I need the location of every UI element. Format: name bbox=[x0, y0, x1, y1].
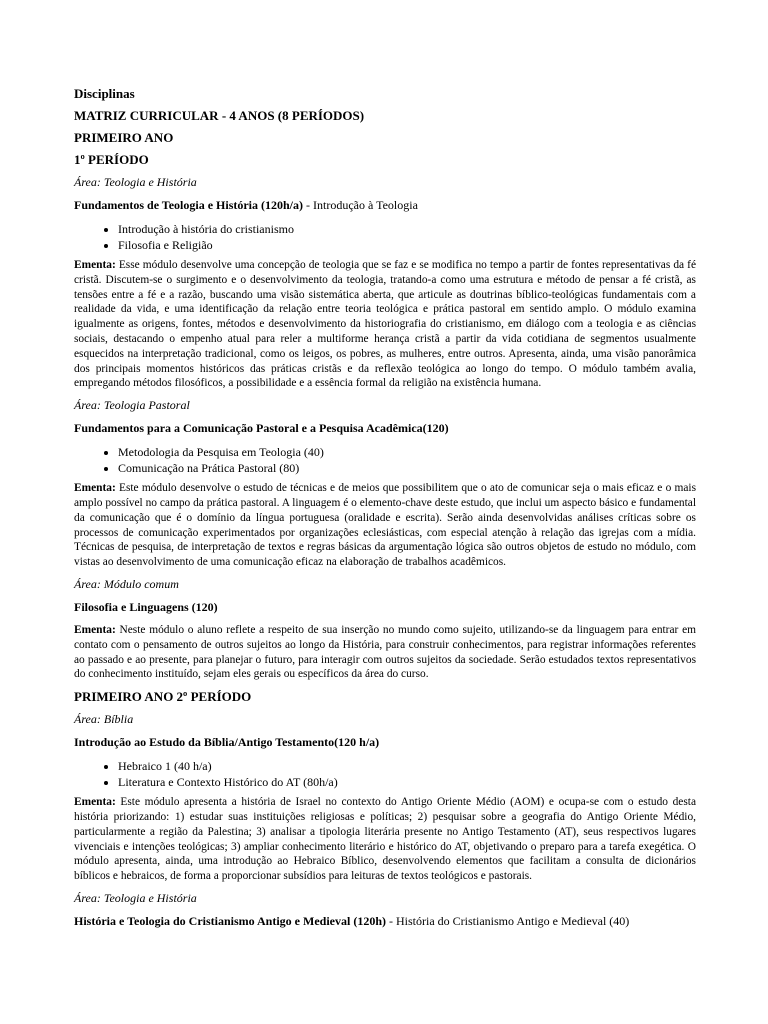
ementa-paragraph bbox=[74, 481, 696, 570]
document-page bbox=[74, 86, 696, 937]
ementa-text: Este módulo apresenta a história de Israel no contexto do Antigo Oriente Médio (AOM) e ocupa-se com o estudo desta história priorizando: 1) estudar suas instituições religiosas e políticas; 2) pesquisar sobre a geografia do Antigo Oriente Médio, particularmente a região da Palestina; 3) analisar a tipologia literária presente no Antigo Testamento (AT), seus respectivos lugares vivenciais e intenções teológicas; 3) ampliar conhecimento literário e histórico do AT, objetivando o preparo para a tarefa exegética. O módulo apresenta, ainda, uma introdução ao Hebraico Bíblico, desenvolvendo elementos que facilitam a consulta de dicionários bíblicos e hebraicos, de forma a proporcionar subsídios para leituras de textos teológicos e pastorais. bbox=[74, 796, 696, 883]
module-title bbox=[74, 600, 696, 615]
area-label: Área: Bíblia bbox=[74, 712, 134, 727]
module-title bbox=[74, 198, 696, 213]
module-topic-list bbox=[74, 444, 696, 476]
module-title bbox=[74, 735, 696, 750]
area-label: Área: Teologia e História bbox=[74, 175, 197, 189]
ementa-label: Ementa: bbox=[74, 796, 116, 809]
module-title bbox=[74, 914, 696, 929]
period-heading: PRIMEIRO ANO 2º PERÍODO bbox=[74, 689, 252, 705]
module-topic: • Comunicação na Prática Pastoral (80) bbox=[118, 460, 696, 476]
page-title: Disciplinas bbox=[74, 86, 135, 101]
module-title-bold: Fundamentos de Teologia e História (120h/a) bbox=[74, 198, 304, 212]
module-topic: • Hebraico 1 (40 h/a) bbox=[118, 758, 696, 774]
module-title-bold: História e Teologia do Cristianismo Antigo e Medieval (120h) bbox=[74, 913, 386, 928]
module-title bbox=[74, 421, 696, 436]
area-label: Área: Teologia e História bbox=[74, 890, 197, 905]
module-title-rest: - Introdução à Teologia bbox=[303, 198, 418, 212]
ementa-paragraph bbox=[74, 258, 696, 391]
ementa-paragraph bbox=[74, 795, 696, 884]
ementa-text: Este módulo desenvolve o estudo de técnicas e de meios que possibilitem que o ato de comunicar seja o mais eficaz e o mais amplo possível no campo da prática pastoral. A linguagem é o elemento-chave deste estudo, que inclui um aspecto básico e fundamental da comunicação que é o domínio da língua portuguesa (oralidade e escrita). Serão ainda desenvolvidas análises críticas sobre os processos de comunicação experimentados por organizações eclesiásticas, com especial atenção à relação das igrejas com a mídia. Técnicas de pesquisa, de interpretação de textos e regras básicas da argumentação lógica são outros objetos de estudo no módulo, com vistas ao desenvolvimento de uma comunicação eficaz na elaboração de trabalhos acadêmicos. bbox=[74, 482, 696, 569]
module-topic: • Filosofia e Religião bbox=[118, 237, 696, 253]
ementa-text: Neste módulo o aluno reflete a respeito de sua inserção no mundo como sujeito, utilizando-se da linguagem para entrar em contato com o pensamento de outros sujeitos ao longo da História, para construir conhecimentos, para registrar informações referentes ao passado e ao presente, para planejar o futuro, para interagir com outros sujeitos da sociedade. Serão estudados textos representativos do conhecimento instituído, sejam eles gerais ou específicos da área do curso. bbox=[74, 623, 696, 681]
period-heading: 1º PERÍODO bbox=[74, 152, 149, 167]
module-title-bold: Fundamentos para a Comunicação Pastoral e a Pesquisa Acadêmica(120) bbox=[74, 421, 449, 436]
ementa-paragraph bbox=[74, 623, 696, 682]
ementa-label: Ementa: bbox=[74, 259, 116, 271]
area-label: Área: Teologia Pastoral bbox=[74, 398, 190, 413]
module-topic-list bbox=[74, 221, 696, 253]
module-topic: • Metodologia da Pesquisa em Teologia (40) bbox=[118, 444, 696, 460]
module-topic: • Literatura e Contexto Histórico do AT (80h/a) bbox=[118, 774, 696, 790]
ementa-label: Ementa: bbox=[74, 623, 116, 636]
module-topic: • Introdução à história do cristianismo bbox=[118, 221, 696, 237]
curriculum-heading: MATRIZ CURRICULAR - 4 ANOS (8 PERÍODOS) bbox=[74, 108, 365, 123]
ementa-label: Ementa: bbox=[74, 482, 116, 495]
module-title-bold: Introdução ao Estudo da Bíblia/Antigo Testamento(120 h/a) bbox=[74, 735, 380, 750]
area-label: Área: Módulo comum bbox=[74, 576, 179, 591]
module-title-bold: Filosofia e Linguagens (120) bbox=[74, 599, 218, 614]
ementa-text: Esse módulo desenvolve uma concepção de teologia que se faz e se modifica no tempo a partir de fontes representativas da fé cristã. Discutem-se o surgimento e o desenvolvimento da teologia, tratando-a como uma estrutura e método de pensar a fé cristã, as tensões entre a fé e a razão, buscando uma visão sistemática aberta, que articule as doutrinas bíblico-teológicas fundamentais com a realidade da vida, e uma identificação da relação entre teoria teológica e prática pastoral em sentido amplo. O módulo examina igualmente as origens, fontes, métodos e desenvolvimento da historiografia do cristianismo, em diálogo com a teologia e as ciências sociais, destacando o empenho atual para reler a multiforme herança cristã a partir da vida cotidiana de segmentos usualmente esquecidos na interpretação tradicional, como os leigos, os pobres, as mulheres, entre outros. Apresenta, ainda, uma visão panorâmica dos principais momentos históricos das práticas cristãs e da reflexão teológica ao longo do tempo. O módulo também avalia, empregando métodos filosóficos, a possibilidade e a essência formal da religião na existência humana. bbox=[74, 259, 696, 390]
year-heading: PRIMEIRO ANO bbox=[74, 130, 174, 145]
module-topic-list bbox=[74, 758, 696, 790]
module-title-rest: - História do Cristianismo Antigo e Medieval (40) bbox=[386, 913, 630, 928]
